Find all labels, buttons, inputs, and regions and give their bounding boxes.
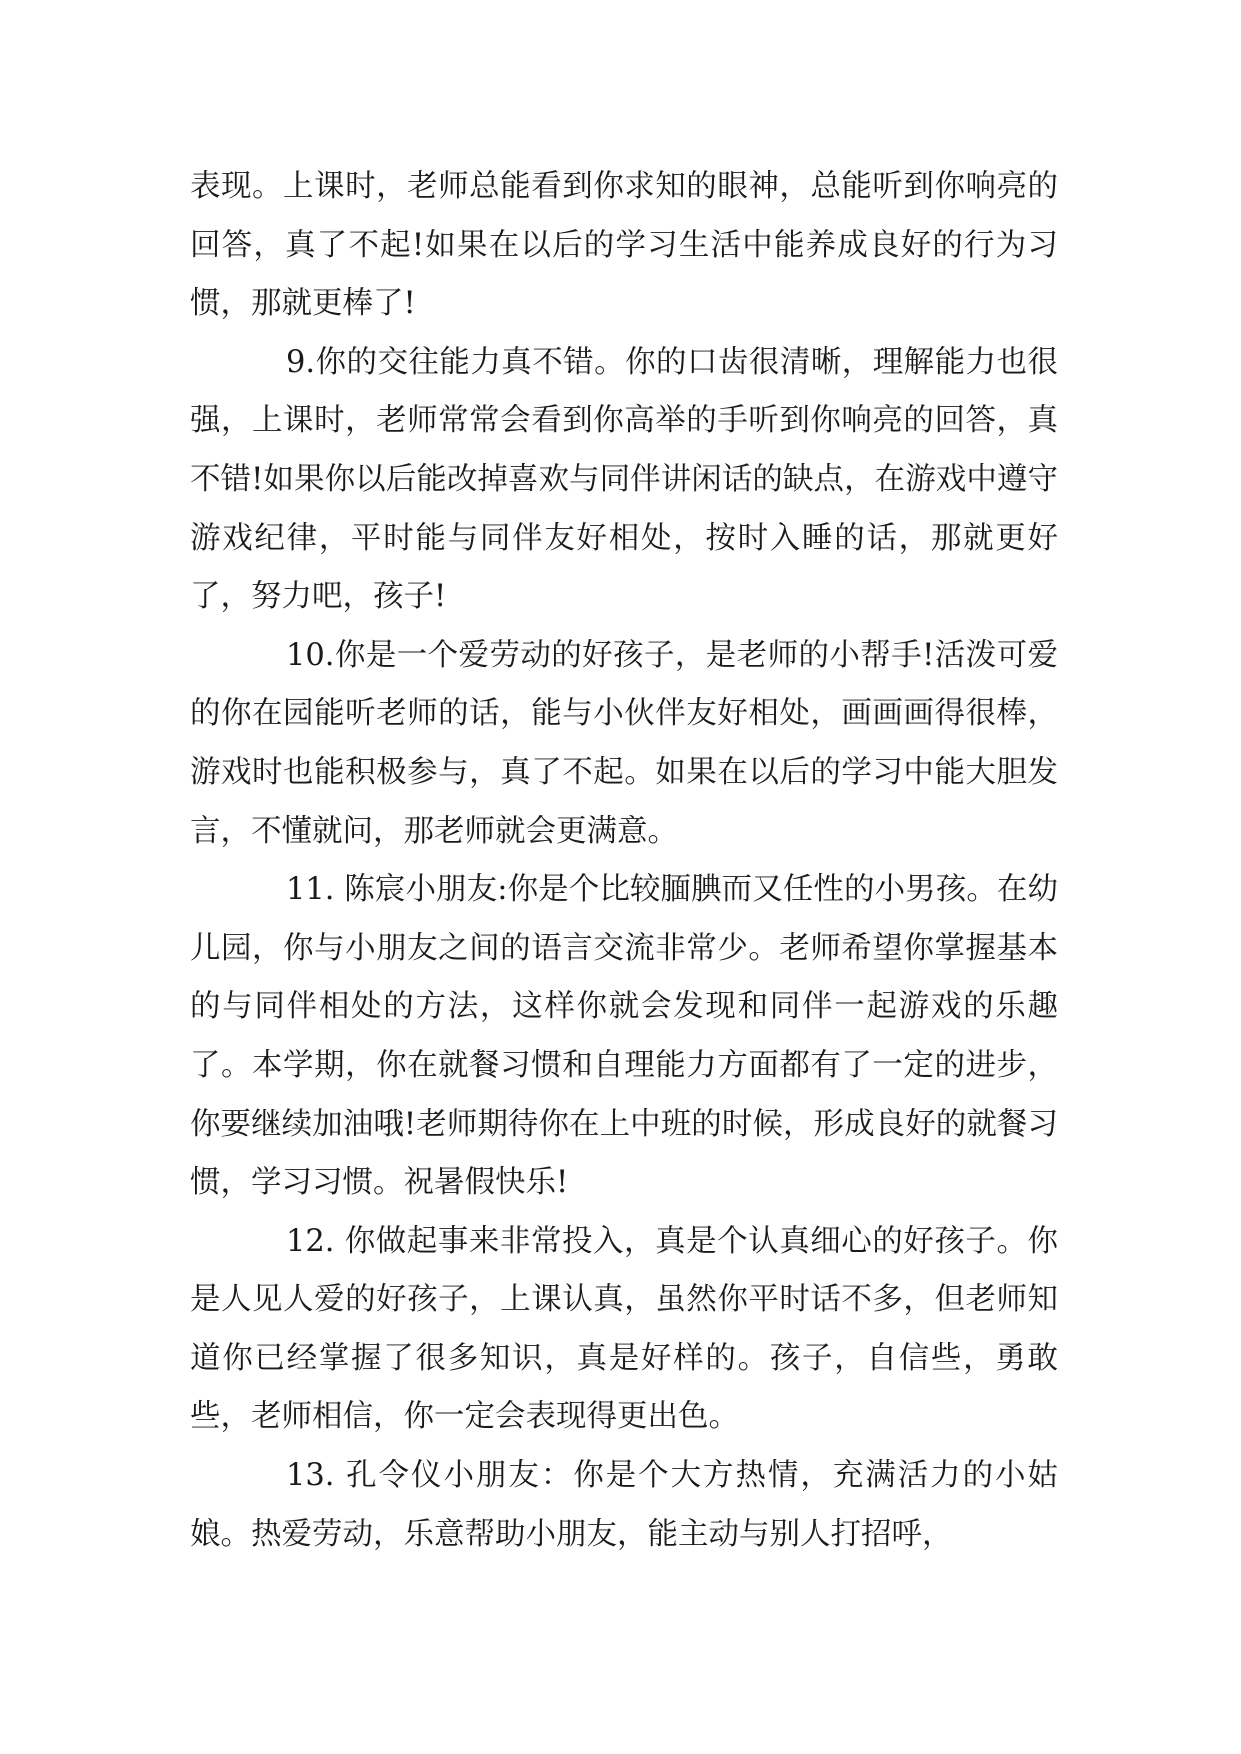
paragraph-comment-13: 13. 孔令仪小朋友：你是个大方热情，充满活力的小姑娘。热爱劳动，乐意帮助小朋友，能主动与别人打招呼， xyxy=(190,1458,1058,1552)
paragraph-comment-9: 9.你的交往能力真不错。你的口齿很清晰，理解能力也很强，上课时，老师常常会看到你高举的手听到你响亮的回答，真不错!如果你以后能改掉喜欢与同伴讲闲话的缺点，在游戏中遵守游戏纪律，平时能与同伴友好相处，按时入睡的话，那就更好了，努力吧，孩子! xyxy=(190,344,1058,615)
paragraph-comment-12: 12. 你做起事来非常投入，真是个认真细心的好孩子。你是人见人爱的好孩子，上课认真，虽然你平时话不多，但老师知道你已经掌握了很多知识，真是好样的。孩子，自信些，勇敢些，老师相信，你一定会表现得更出色。 xyxy=(190,1223,1058,1435)
paragraph-comment-10: 10.你是一个爱劳动的好孩子，是老师的小帮手!活泼可爱的你在园能听老师的话，能与小伙伴友好相处，画画画得很棒，游戏时也能积极参与，真了不起。如果在以后的学习中能大胆发言，不懂就问，那老师就会更满意。 xyxy=(190,637,1058,849)
paragraph-comment-11: 11. 陈宸小朋友:你是个比较腼腆而又任性的小男孩。在幼儿园，你与小朋友之间的语言交流非常少。老师希望你掌握基本的与同伴相处的方法，这样你就会发现和同伴一起游戏的乐趣了。本学期，你在就餐习惯和自理能力方面都有了一定的进步，你要继续加油哦!老师期待你在上中班的时候，形成良好的就餐习惯，学习习惯。祝暑假快乐! xyxy=(190,872,1058,1201)
paragraph-continuation: 表现。上课时，老师总能看到你求知的眼神，总能听到你响亮的回答，真了不起!如果在以后的学习生活中能养成良好的行为习惯，那就更棒了! xyxy=(190,169,1058,322)
document-body xyxy=(190,158,1058,1564)
